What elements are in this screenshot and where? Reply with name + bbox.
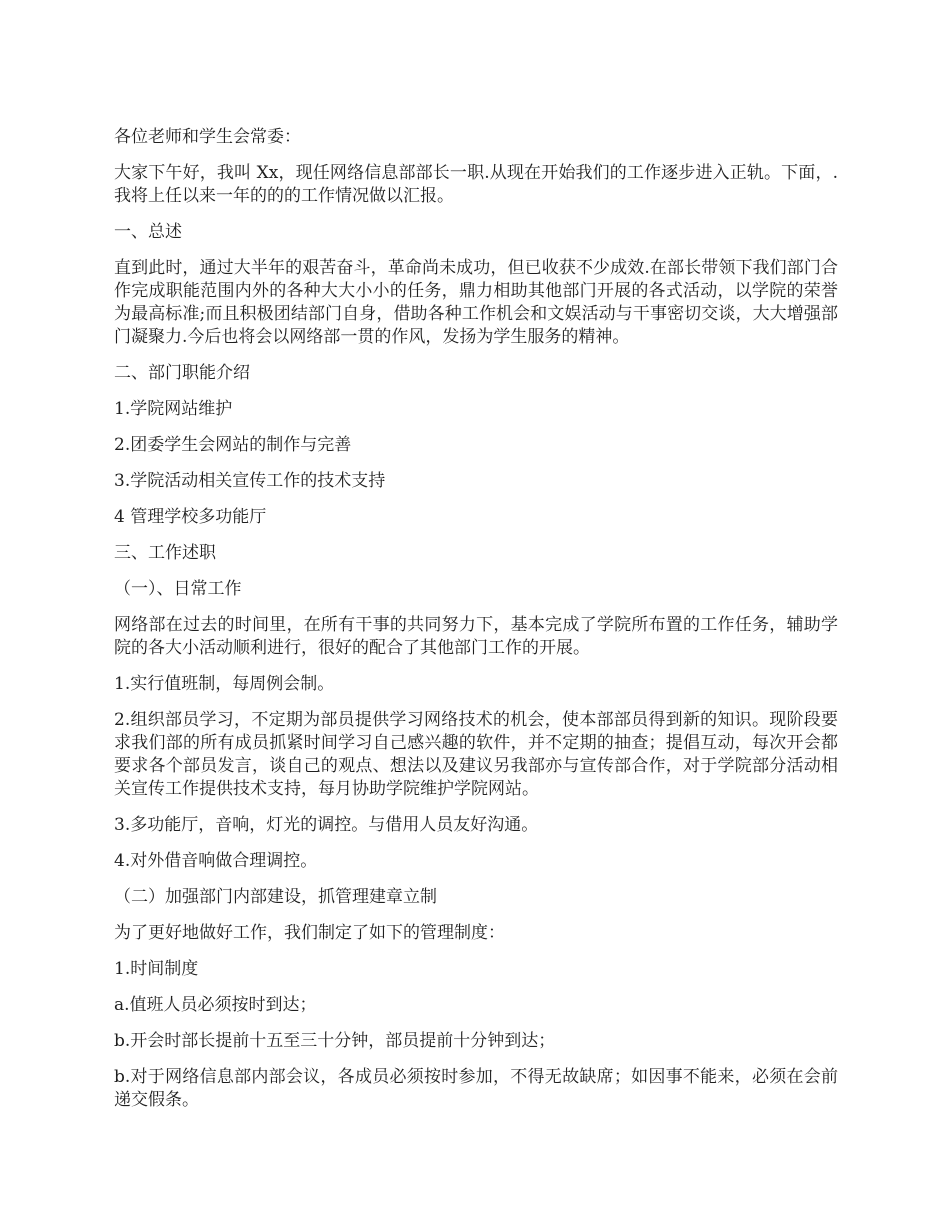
rule-item: b.开会时部长提前十五至三十分钟，部员提前十分钟到达；	[114, 1031, 556, 1051]
overview-paragraph: 直到此时，通过大半年的艰苦奋斗，革命尚未成功，但已收获不少成效.在部长带领下我们部门合作完成职能范围内外的各种大大小小的任务，鼎力相助其他部门开展的各式活动，以学院的荣誉为最高标准;而且积极团结部门自身，借助各种工作机会和文娱活动与干事密切交谈，大大增强部门凝聚力.今后也将会以网络部一贯的作风，发扬为学生服务的精神。	[114, 258, 838, 347]
function-item: 2.团委学生会网站的制作与完善	[114, 435, 352, 455]
daily-work-item: 3.多功能厅，音响，灯光的调控。与借用人员友好沟通。	[114, 815, 539, 835]
subsection-heading-management: （二）加强部门内部建设，抓管理建章立制	[114, 887, 437, 907]
rule-heading: 1.时间制度	[114, 959, 199, 979]
intro-paragraph: 大家下午好，我叫 Xx，现任网络信息部部长一职.从现在开始我们的工作逐步进入正轨。下面，.我将上任以来一年的的的工作情况做以汇报。	[114, 163, 838, 206]
function-item: 1.学院网站维护	[114, 399, 233, 419]
daily-work-paragraph: 网络部在过去的时间里，在所有干事的共同努力下，基本完成了学院所布置的工作任务，辅助学院的各大小活动顺利进行，很好的配合了其他部门工作的开展。	[114, 615, 838, 658]
rule-item: a.值班人员必须按时到达；	[114, 995, 317, 1015]
rule-item: b.对于网络信息部内部会议，各成员必须按时参加，不得无故缺席；如因事不能来，必须在会前递交假条。	[114, 1067, 838, 1110]
subsection-heading-daily: （一）、日常工作	[114, 579, 242, 599]
daily-work-item: 1.实行值班制，每周例会制。	[114, 674, 335, 694]
management-intro: 为了更好地做好工作，我们制定了如下的管理制度：	[114, 923, 505, 943]
salutation: 各位老师和学生会常委：	[114, 127, 301, 147]
daily-work-item: 4.对外借音响做合理调控。	[114, 851, 318, 871]
section-heading-overview: 一、总述	[114, 222, 182, 242]
document-body	[114, 126, 838, 1125]
section-heading-report: 三、工作述职	[114, 543, 216, 563]
function-item: 4 管理学校多功能厅	[114, 507, 267, 527]
function-item: 3.学院活动相关宣传工作的技术支持	[114, 471, 386, 491]
section-heading-functions: 二、部门职能介绍	[114, 363, 250, 383]
daily-work-item: 2.组织部员学习，不定期为部员提供学习网络技术的机会，使本部部员得到新的知识。现阶段要求我们部的所有成员抓紧时间学习自己感兴趣的软件，并不定期的抽查；提倡互动，每次开会都要求各个部员发言，谈自己的观点、想法以及建议另我部亦与宣传部合作，对于学院部分活动相关宣传工作提供技术支持，每月协助学院维护学院网站。	[114, 710, 838, 799]
